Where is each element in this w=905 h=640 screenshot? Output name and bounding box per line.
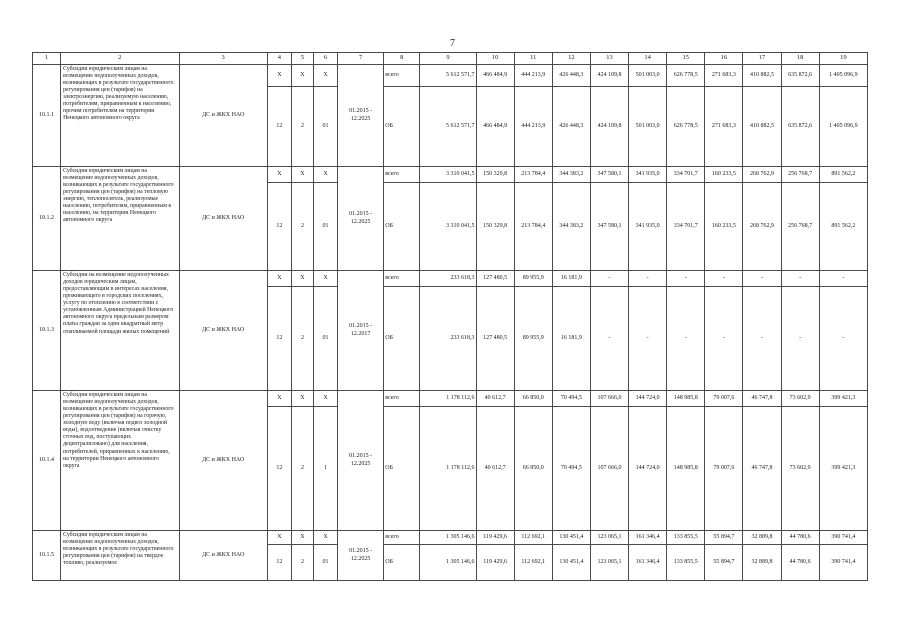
classification-code: X xyxy=(291,167,313,183)
table-row xyxy=(33,271,868,287)
amount-cell: - xyxy=(590,271,628,287)
classification-code: 01 xyxy=(313,87,337,167)
row-code: 10.1.2 xyxy=(33,167,61,271)
amount-cell: 160 233,5 xyxy=(705,183,743,271)
amount-cell: 444 213,9 xyxy=(514,65,552,87)
amount-cell: 501 003,0 xyxy=(629,65,667,87)
amount-cell: 1 405 096,9 xyxy=(819,87,867,167)
classification-code: 2 xyxy=(291,87,313,167)
amount-cell: 347 580,1 xyxy=(590,167,628,183)
amount-cell: 123 065,1 xyxy=(590,531,628,545)
funding-source: ОБ xyxy=(384,287,420,391)
classification-code: X xyxy=(313,391,337,407)
classification-code: 2 xyxy=(291,183,313,271)
amount-cell: 133 855,5 xyxy=(667,531,705,545)
classification-code: X xyxy=(291,531,313,545)
column-number-10: 10 xyxy=(476,53,514,65)
row-period: 01.2015 - 12.2017 xyxy=(338,271,384,391)
column-number-16: 16 xyxy=(705,53,743,65)
amount-cell: 89 955,9 xyxy=(514,271,552,287)
amount-cell: 501 003,0 xyxy=(629,87,667,167)
amount-cell: - xyxy=(667,287,705,391)
column-number-2: 2 xyxy=(61,53,179,65)
classification-code: 01 xyxy=(313,545,337,581)
amount-cell: 426 448,3 xyxy=(552,87,590,167)
classification-code: X xyxy=(313,65,337,87)
amount-cell: - xyxy=(743,287,781,391)
amount-cell: 73 602,9 xyxy=(781,391,819,407)
amount-cell: 130 451,4 xyxy=(552,545,590,581)
row-executor: ДС и ЖКХ НАО xyxy=(179,65,267,167)
amount-cell: 70 494,5 xyxy=(552,391,590,407)
amount-cell: - xyxy=(819,287,867,391)
amount-cell: 256 768,7 xyxy=(781,167,819,183)
amount-cell: 112 692,1 xyxy=(514,531,552,545)
amount-cell: 46 747,8 xyxy=(743,407,781,531)
funding-source: всего xyxy=(384,531,420,545)
amount-cell: - xyxy=(629,287,667,391)
classification-code: 2 xyxy=(291,287,313,391)
amount-cell: - xyxy=(705,287,743,391)
classification-code: 12 xyxy=(267,87,291,167)
amount-cell: - xyxy=(819,271,867,287)
amount-cell: 344 383,2 xyxy=(552,167,590,183)
classification-code: X xyxy=(313,531,337,545)
column-number-8: 8 xyxy=(384,53,420,65)
amount-cell: 16 181,9 xyxy=(552,271,590,287)
classification-code: X xyxy=(267,167,291,183)
amount-cell: 1 305 146,6 xyxy=(420,531,476,545)
amount-cell: 410 882,5 xyxy=(743,65,781,87)
amount-cell: 127 480,5 xyxy=(476,271,514,287)
amount-cell: 271 683,3 xyxy=(705,65,743,87)
row-executor: ДС и ЖКХ НАО xyxy=(179,391,267,531)
amount-cell: 891 562,2 xyxy=(819,167,867,183)
amount-cell: 466 484,9 xyxy=(476,65,514,87)
amount-cell: 73 602,9 xyxy=(781,407,819,531)
amount-cell: 334 701,7 xyxy=(667,183,705,271)
funding-source: ОБ xyxy=(384,87,420,167)
amount-cell: 410 882,5 xyxy=(743,87,781,167)
row-description: Субсидии юридическим лицам на возмещение недополученных доходов, возникающих в результате государственного регулирования цен (тарифов) на горячую, холодную воду (включая подвоз холодной воды), водоотведение (включая очистку сточных вод, поступающих децентрализовано) для населения, потребителей, приравненных к населению, на территории Ненецкого автономного округа xyxy=(61,391,179,531)
amount-cell: - xyxy=(781,287,819,391)
amount-cell: 70 494,5 xyxy=(552,407,590,531)
amount-cell: 268 762,9 xyxy=(743,183,781,271)
table-row xyxy=(33,167,868,183)
amount-cell: 44 780,6 xyxy=(781,545,819,581)
amount-cell: 347 580,1 xyxy=(590,183,628,271)
amount-cell: 1 405 096,9 xyxy=(819,65,867,87)
amount-cell: 344 383,2 xyxy=(552,183,590,271)
amount-cell: 16 181,9 xyxy=(552,287,590,391)
amount-cell: 66 850,0 xyxy=(514,407,552,531)
column-number-6: 6 xyxy=(313,53,337,65)
amount-cell: - xyxy=(667,271,705,287)
amount-cell: 444 213,9 xyxy=(514,87,552,167)
amount-cell: 626 778,5 xyxy=(667,65,705,87)
classification-code: 2 xyxy=(291,407,313,531)
column-number-11: 11 xyxy=(514,53,552,65)
amount-cell: 79 007,6 xyxy=(705,391,743,407)
amount-cell: 44 780,6 xyxy=(781,531,819,545)
amount-cell: 1 178 112,6 xyxy=(420,407,476,531)
row-description: Субсидии юридическим лицам на возмещение недополученных доходов, возникающих в результате государственного регулирования цен (тарифов) на тепловую энергию, теплоноситель, реализуемые населению, потребителям, приравненным к населению, на территории Ненецкого автономного округа xyxy=(61,167,179,271)
classification-code: X xyxy=(313,271,337,287)
amount-cell: 891 562,2 xyxy=(819,183,867,271)
table-body xyxy=(33,65,868,581)
classification-code: X xyxy=(267,65,291,87)
row-executor: ДС и ЖКХ НАО xyxy=(179,167,267,271)
amount-cell: 148 985,8 xyxy=(667,407,705,531)
column-number-1: 1 xyxy=(33,53,61,65)
funding-source: всего xyxy=(384,271,420,287)
amount-cell: 107 666,0 xyxy=(590,391,628,407)
amount-cell: 341 935,0 xyxy=(629,167,667,183)
amount-cell: - xyxy=(590,287,628,391)
classification-code: X xyxy=(267,531,291,545)
amount-cell: 426 448,3 xyxy=(552,65,590,87)
column-number-5: 5 xyxy=(291,53,313,65)
amount-cell: 635 872,6 xyxy=(781,87,819,167)
column-number-14: 14 xyxy=(629,53,667,65)
row-period: 01.2015 - 12.2025 xyxy=(338,65,384,167)
amount-cell: 144 724,0 xyxy=(629,407,667,531)
column-number-17: 17 xyxy=(743,53,781,65)
row-code: 10.1.5 xyxy=(33,531,61,581)
amount-cell: 256 768,7 xyxy=(781,183,819,271)
amount-cell: 119 429,6 xyxy=(476,531,514,545)
amount-cell: 1 178 112,6 xyxy=(420,391,476,407)
amount-cell: 112 692,1 xyxy=(514,545,552,581)
row-executor: ДС и ЖКХ НАО xyxy=(179,271,267,391)
amount-cell: - xyxy=(743,271,781,287)
amount-cell: 40 612,7 xyxy=(476,407,514,531)
classification-code: 1 xyxy=(313,407,337,531)
row-description: Субсидии юридическим лицам на возмещение недополученных доходов, возникающих в результате государственного регулирования цен (тарифов) на твердое топливо, реализуемое xyxy=(61,531,179,581)
row-code: 10.1.3 xyxy=(33,271,61,391)
amount-cell: 107 666,0 xyxy=(590,407,628,531)
classification-code: 12 xyxy=(267,183,291,271)
row-code: 10.1.4 xyxy=(33,391,61,531)
amount-cell: 390 741,4 xyxy=(819,531,867,545)
column-number-13: 13 xyxy=(590,53,628,65)
row-period: 01.2015 - 12.2025 xyxy=(338,531,384,581)
amount-cell: 466 484,9 xyxy=(476,87,514,167)
amount-cell: 66 850,0 xyxy=(514,391,552,407)
column-number-12: 12 xyxy=(552,53,590,65)
funding-source: ОБ xyxy=(384,545,420,581)
column-number-4: 4 xyxy=(267,53,291,65)
amount-cell: 148 985,8 xyxy=(667,391,705,407)
amount-cell: 213 784,4 xyxy=(514,183,552,271)
amount-cell: 3 310 041,5 xyxy=(420,167,476,183)
table-row xyxy=(33,531,868,545)
column-number-row xyxy=(33,53,868,65)
classification-code: 12 xyxy=(267,407,291,531)
amount-cell: 55 894,7 xyxy=(705,531,743,545)
column-number-3: 3 xyxy=(179,53,267,65)
row-description: Субсидии юридическим лицам на возмещение недополученных доходов, возникающих в результате государственного регулирования цен (тарифов) на электроэнергию, реализуемую населению, потребителям, приравненным к населению, прочим потребителям на территории Ненецкого автономного округа xyxy=(61,65,179,167)
amount-cell: 32 889,8 xyxy=(743,531,781,545)
amount-cell: 160 233,5 xyxy=(705,167,743,183)
amount-cell: 55 894,7 xyxy=(705,545,743,581)
funding-source: ОБ xyxy=(384,407,420,531)
amount-cell: 424 109,8 xyxy=(590,87,628,167)
amount-cell: 424 109,8 xyxy=(590,65,628,87)
column-number-19: 19 xyxy=(819,53,867,65)
amount-cell: 150 329,8 xyxy=(476,183,514,271)
amount-cell: 40 612,7 xyxy=(476,391,514,407)
funding-source: всего xyxy=(384,65,420,87)
table-row xyxy=(33,65,868,87)
classification-code: 01 xyxy=(313,287,337,391)
amount-cell: 127 480,5 xyxy=(476,287,514,391)
amount-cell: 123 065,1 xyxy=(590,545,628,581)
funding-source: всего xyxy=(384,391,420,407)
amount-cell: 390 741,4 xyxy=(819,545,867,581)
amount-cell: 119 429,6 xyxy=(476,545,514,581)
classification-code: 2 xyxy=(291,545,313,581)
amount-cell: 213 784,4 xyxy=(514,167,552,183)
amount-cell: 233 618,3 xyxy=(420,287,476,391)
row-period: 01.2015 - 12.2025 xyxy=(338,391,384,531)
amount-cell: 341 935,0 xyxy=(629,183,667,271)
amount-cell: 334 701,7 xyxy=(667,167,705,183)
classification-code: X xyxy=(291,391,313,407)
classification-code: X xyxy=(267,271,291,287)
amount-cell: 268 762,9 xyxy=(743,167,781,183)
amount-cell: 271 683,3 xyxy=(705,87,743,167)
amount-cell: 46 747,8 xyxy=(743,391,781,407)
row-code: 10.1.1 xyxy=(33,65,61,167)
budget-table xyxy=(32,52,868,581)
amount-cell: 3 310 041,5 xyxy=(420,183,476,271)
classification-code: X xyxy=(313,167,337,183)
amount-cell: 130 451,4 xyxy=(552,531,590,545)
amount-cell: - xyxy=(781,271,819,287)
row-description: Субсидии на возмещение недополученных доходов юридическим лицам, предоставляющим в интересах населения, проживающего в городских поселениях, услугу по отоплению в соответствии с установленным Администрацией Ненецкого автономного округа предельным размером платы граждан за один квадратный метр отапливаемой площади жилых помещений xyxy=(61,271,179,391)
amount-cell: 144 724,0 xyxy=(629,391,667,407)
amount-cell: 5 612 571,7 xyxy=(420,65,476,87)
amount-cell: 233 618,3 xyxy=(420,271,476,287)
funding-source: ОБ xyxy=(384,183,420,271)
amount-cell: - xyxy=(629,271,667,287)
classification-code: X xyxy=(267,391,291,407)
classification-code: X xyxy=(291,271,313,287)
row-period: 01.2015 - 12.2025 xyxy=(338,167,384,271)
column-number-7: 7 xyxy=(338,53,384,65)
amount-cell: - xyxy=(705,271,743,287)
classification-code: 01 xyxy=(313,183,337,271)
classification-code: 12 xyxy=(267,545,291,581)
column-number-18: 18 xyxy=(781,53,819,65)
page-number: 7 xyxy=(450,38,455,49)
amount-cell: 32 889,8 xyxy=(743,545,781,581)
amount-cell: 5 612 571,7 xyxy=(420,87,476,167)
amount-cell: 399 421,3 xyxy=(819,407,867,531)
amount-cell: 150 329,8 xyxy=(476,167,514,183)
amount-cell: 79 007,6 xyxy=(705,407,743,531)
amount-cell: 626 778,5 xyxy=(667,87,705,167)
funding-source: всего xyxy=(384,167,420,183)
classification-code: 12 xyxy=(267,287,291,391)
column-number-9: 9 xyxy=(420,53,476,65)
amount-cell: 89 955,9 xyxy=(514,287,552,391)
row-executor: ДС и ЖКХ НАО xyxy=(179,531,267,581)
table-row xyxy=(33,391,868,407)
classification-code: X xyxy=(291,65,313,87)
amount-cell: 1 305 146,6 xyxy=(420,545,476,581)
amount-cell: 399 421,3 xyxy=(819,391,867,407)
amount-cell: 161 346,4 xyxy=(629,531,667,545)
amount-cell: 133 855,5 xyxy=(667,545,705,581)
amount-cell: 635 872,6 xyxy=(781,65,819,87)
amount-cell: 161 346,4 xyxy=(629,545,667,581)
column-number-15: 15 xyxy=(667,53,705,65)
